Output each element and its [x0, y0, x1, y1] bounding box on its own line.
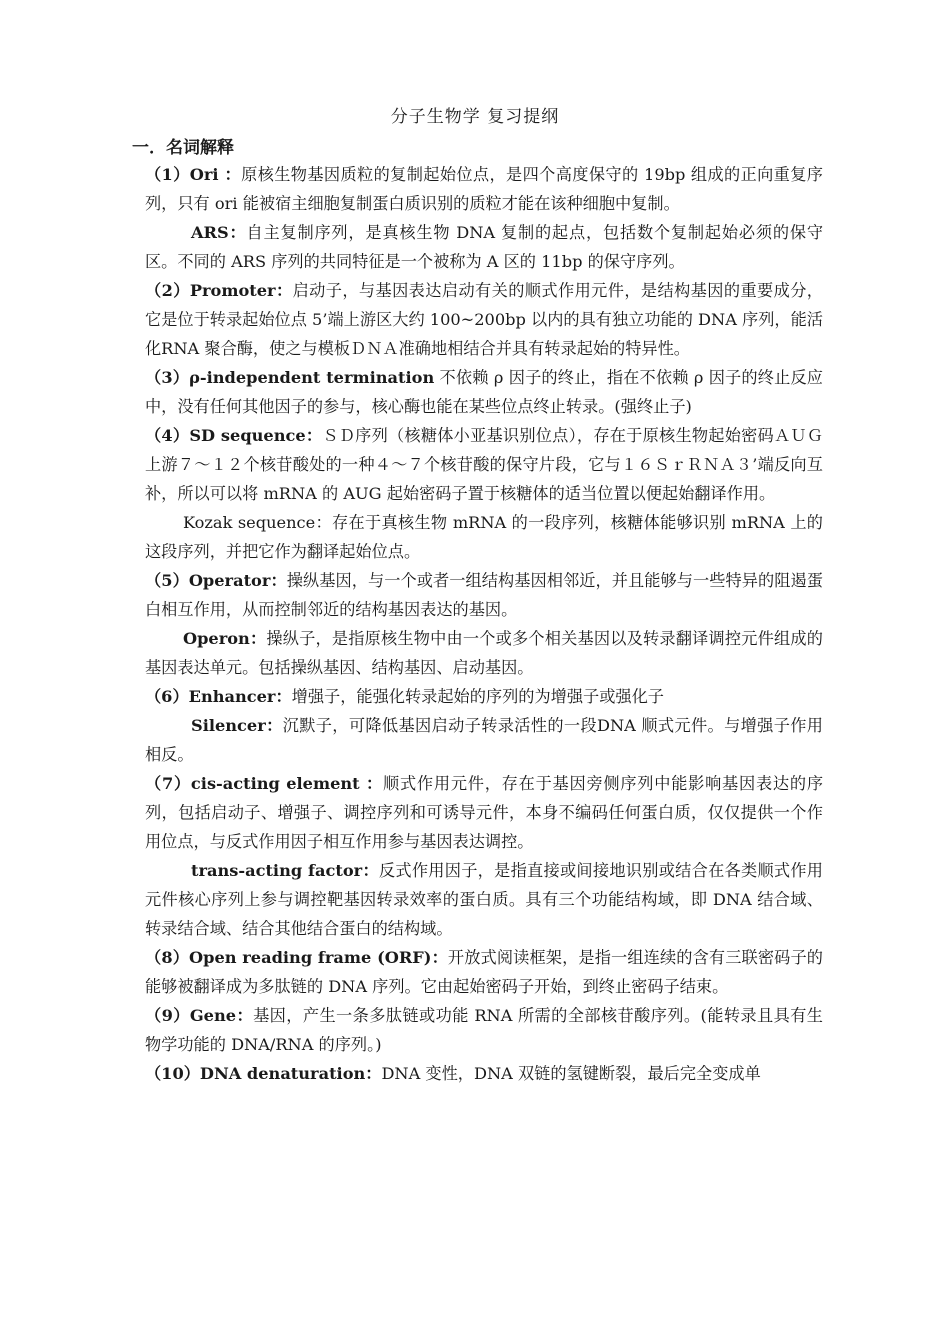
term-label: （6）Enhancer：	[145, 687, 292, 706]
term-definition: 操纵子，是指原核生物中由一个或多个相关基因以及转录翻译调控元件组成的基因表达单元。包括操纵基因、结构基因、启动基因。	[145, 629, 823, 677]
term-label: （8）Open reading frame (ORF)：	[145, 948, 448, 967]
definitions-list	[145, 160, 823, 1088]
term-label: trans-acting factor：	[191, 861, 379, 880]
entry-dna-denaturation	[145, 1059, 823, 1088]
term-label: （9）Gene：	[145, 1006, 254, 1025]
term-definition: 顺式作用元件，存在于基因旁侧序列中能影响基因表达的序列，包括启动子、增强子、调控序列和可诱导元件，本身不编码任何蛋白质，仅仅提供一个作用位点，与反式作用因子相互作用参与基因表达调控。	[145, 774, 824, 851]
term-label: （5）Operator：	[145, 571, 287, 590]
term-label: Operon：	[183, 629, 267, 648]
entry-ori	[145, 160, 823, 218]
entry-orf	[145, 943, 823, 1001]
term-definition: DNA 变性，DNA 双链的氢键断裂，最后完全变成单	[381, 1064, 761, 1083]
term-definition: 原核生物基因质粒的复制起始位点，是四个高度保守的 19bp 组成的正向重复序列，只有 ori 能被宿主细胞复制蛋白质识别的质粒才能在该种细胞中复制。	[145, 165, 823, 213]
entry-cis-acting	[145, 769, 823, 856]
term-definition: 增强子，能强化转录起始的序列的为增强子或强化子	[291, 687, 664, 706]
term-label: （1）Ori ：	[145, 165, 242, 184]
entry-sd-sequence	[145, 421, 823, 508]
section-heading: 一．名词解释	[132, 138, 234, 158]
entry-kozak	[145, 508, 823, 566]
entry-operon	[145, 624, 823, 682]
entry-silencer	[145, 711, 823, 769]
entry-gene	[145, 1001, 823, 1059]
term-label: Silencer：	[191, 716, 283, 735]
term-definition: 自主复制序列，是真核生物 DNA 复制的起点，包括数个复制起始必须的保守区。不同的 ARS 序列的共同特征是一个被称为 A 区的 11bp 的保守序列。	[145, 223, 824, 271]
term-label: ARS：	[191, 223, 247, 242]
term-definition: 沉默子，可降低基因启动子转录活性的一段DNA 顺式元件。与增强子作用相反。	[145, 716, 823, 764]
term-definition: ＳＤ序列（核糖体小亚基识别位点），存在于原核生物起始密码ＡＵＧ上游７～１２个核苷酸处的一种４～７个核苷酸的保守片段，它与１６ＳｒＲＮＡ３’端反向互补，所以可以将 mRNA 的 AUG 起始密码子置于核糖体的适当位置以便起始翻译作用。	[145, 426, 823, 503]
entry-rho-independent	[145, 363, 823, 421]
entry-operator	[145, 566, 823, 624]
entry-promoter	[145, 276, 823, 363]
term-definition: 不依赖 ρ 因子的终止，指在不依赖 ρ 因子的终止反应中，没有任何其他因子的参与，核心酶也能在某些位点终止转录。(强终止子)	[145, 368, 823, 416]
term-definition: 存在于真核生物 mRNA 的一段序列，核糖体能够识别 mRNA 上的这段序列，并把它作为翻译起始位点。	[145, 513, 823, 561]
term-definition: 开放式阅读框架，是指一组连续的含有三联密码子的能够被翻译成为多肽链的 DNA 序列。它由起始密码子开始，到终止密码子结束。	[145, 948, 823, 996]
term-definition: 基因，产生一条多肽链或功能 RNA 所需的全部核苷酸序列。(能转录且具有生物学功能的 DNA/RNA 的序列。)	[145, 1006, 823, 1054]
entry-ars	[145, 218, 823, 276]
entry-trans-acting	[145, 856, 823, 943]
term-label: （7）cis-acting element ：	[145, 774, 384, 793]
term-label: Kozak sequence：	[183, 513, 332, 532]
entry-enhancer	[145, 682, 823, 711]
term-label: （4）SD sequence：	[145, 426, 323, 445]
term-label: （2）Promoter：	[145, 281, 293, 300]
term-definition: 启动子，与基因表达启动有关的顺式作用元件，是结构基因的重要成分，它是位于转录起始位点 5’端上游区大约 100~200bp 以内的具有独立功能的 DNA 序列，能活化RNA 聚合酶，使之与模板ＤＮＡ准确地相结合并具有转录起始的特异性。	[145, 281, 823, 358]
term-label: （10）DNA denaturation：	[145, 1064, 382, 1083]
term-definition: 操纵基因，与一个或者一组结构基因相邻近，并且能够与一些特异的阻遏蛋白相互作用，从而控制邻近的结构基因表达的基因。	[145, 571, 823, 619]
page-title: 分子生物学 复习提纲	[390, 107, 560, 127]
term-definition: 反式作用因子，是指直接或间接地识别或结合在各类顺式作用元件核心序列上参与调控靶基因转录效率的蛋白质。具有三个功能结构域，即 DNA 结合域、转录结合域、结合其他结合蛋白的结构域。	[145, 861, 823, 938]
term-label: （3）ρ-independent termination	[145, 368, 435, 387]
